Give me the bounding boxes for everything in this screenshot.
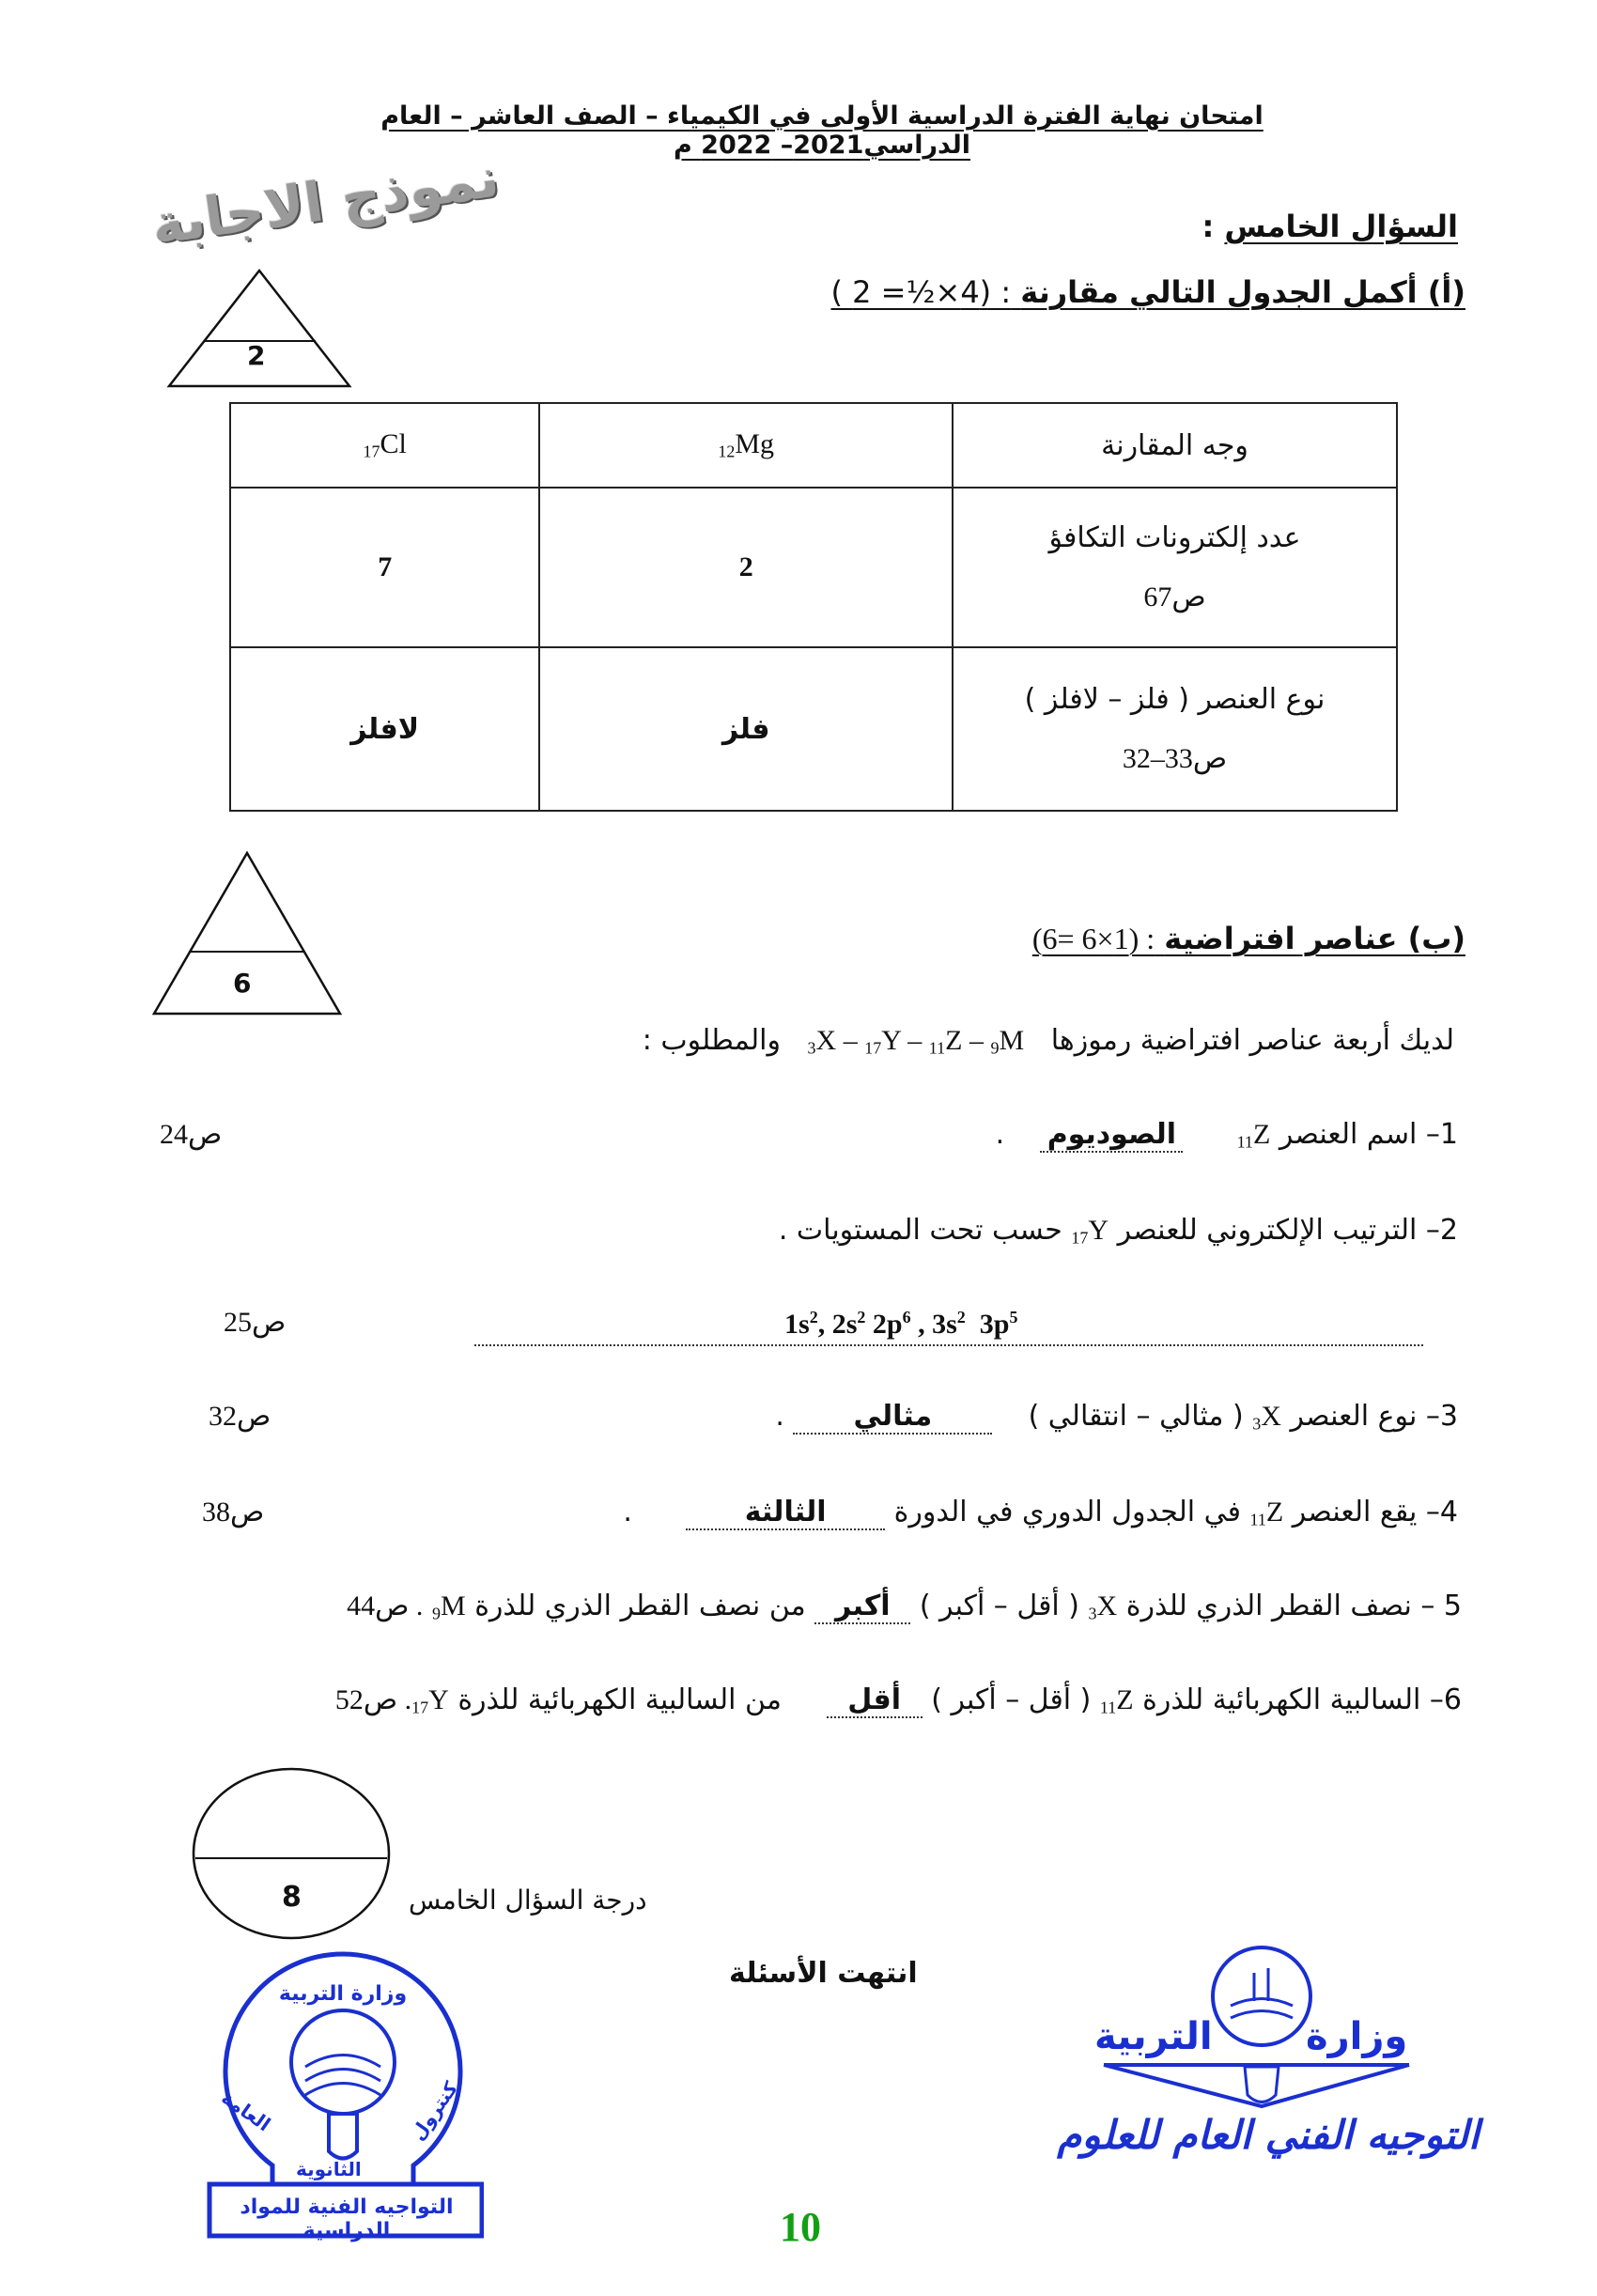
page-ref: ص38 (202, 1497, 265, 1528)
list-item: 2– الترتيب الإلكتروني للعنصر $_{17}$Y حسب تحت المستويات . (778, 1214, 1458, 1248)
list-item: 1– اسم العنصر $_{11}$Z الصوديوم . (995, 1118, 1458, 1152)
table-header-row (230, 403, 1397, 488)
part-b-label: (ب) عناصر افتراضية (1164, 921, 1465, 956)
grade-label: درجة السؤال الخامس (409, 1885, 647, 1916)
table-row (230, 647, 1397, 811)
list-item: 6– السالبية الكهربائية للذرة $_{11}$Z ( أقل – أكبر ) أقل من السالبية الكهربائية للذرة $_{17}$Y. ص52 (334, 1683, 1462, 1717)
end-of-questions: انتهت الأسئلة (729, 1957, 918, 1990)
cell-mg-value: فلز (539, 647, 953, 811)
part-b-score: 6 (233, 968, 252, 999)
list-item: 4– يقع العنصر $_{11}$Z في الجدول الدوري في الدورة الثالثة . (623, 1496, 1458, 1529)
page-ref: ص33–32 (1122, 743, 1228, 774)
page-ref: . ص52 (334, 1684, 412, 1715)
question-title (1202, 209, 1458, 244)
part-a-marks: : (4×½= 2 ) (830, 274, 1012, 310)
page-number: 10 (780, 2204, 821, 2250)
part-a-score-triangle-icon (165, 268, 353, 390)
part-a-label: (أ) أكمل الجدول التالي مقارنة (1020, 274, 1465, 310)
answer-field: الثالثة (686, 1496, 885, 1530)
part-b-title (1032, 921, 1465, 956)
part-a-score: 2 (247, 340, 266, 371)
control-stamp: وزارة التربية العامة كنترول الثانوية التواجيه الفنية للمواد الدراسية (202, 1949, 484, 2259)
grade-circle-icon (188, 1764, 395, 1943)
answer-field: أكبر (814, 1590, 910, 1624)
cell-cl-value: لافلز (230, 647, 539, 811)
comparison-table (229, 402, 1398, 812)
row-aspect: عدد إلكترونات التكافؤ ص67 (953, 488, 1397, 647)
list-item: 5 – نصف القطر الذري للذرة $_3$X ( أقل – أكبر ) أكبر من نصف القطر الذري للذرة $_9$M . ص44 (347, 1590, 1462, 1623)
table-row (230, 488, 1397, 647)
element-symbols: $_3$X – $_{17}$Y – $_{11}$Z – $_9$M (807, 1025, 1025, 1058)
question-title-text: السؤال الخامس (1224, 209, 1458, 244)
header-mg: $_{12}$Mg (539, 403, 953, 488)
part-a-title (830, 274, 1465, 310)
answer-field: مثالي (793, 1400, 992, 1435)
header-cl: $_{17}$Cl (230, 403, 539, 488)
cell-cl-value: 7 (230, 488, 539, 647)
exam-header-title: امتحان نهاية الفترة الدراسية الأولى في الكيمياء – الصف العاشر – العام الدراسي2021– 2022 م (380, 101, 1264, 160)
answer-model-stamp: نموذج الاجابة (147, 145, 504, 257)
answer-field: الصوديوم (1040, 1118, 1183, 1153)
header-aspect: وجه المقارنة (953, 403, 1397, 488)
answer-field: $1s^2$, $2s^2$ $2p^6$ , $3s^2$ $3p^5$ (474, 1308, 1423, 1346)
part-b-marks: : (1×6 =6) (1031, 922, 1155, 955)
question-title-colon: : (1202, 209, 1215, 244)
row-aspect: نوع العنصر ( فلز – لافلز ) ص33–32 (953, 647, 1397, 811)
page-ref: ص25 (224, 1307, 287, 1338)
page-ref: ص32 (209, 1401, 271, 1432)
list-item: 3– نوع العنصر $_3$X ( مثالي – انتقالي ) مثالي . (775, 1400, 1458, 1434)
page-ref: ص24 (160, 1119, 223, 1150)
ministry-logo: وزارة التربية التوجيه الفني العام للعلوم (1052, 1945, 1484, 2180)
page-ref: . ص44 (347, 1590, 424, 1621)
grade-value: 8 (282, 1881, 302, 1914)
page-ref: ص67 (1143, 582, 1206, 613)
answer-field: أقل (827, 1683, 923, 1718)
cell-mg-value: 2 (539, 488, 953, 647)
part-b-intro: لديك أربعة عناصر افتراضية رموزها $_3$X – $_{17}$Y – $_{11}$Z – $_9$M والمطلوب : (642, 1024, 1454, 1058)
